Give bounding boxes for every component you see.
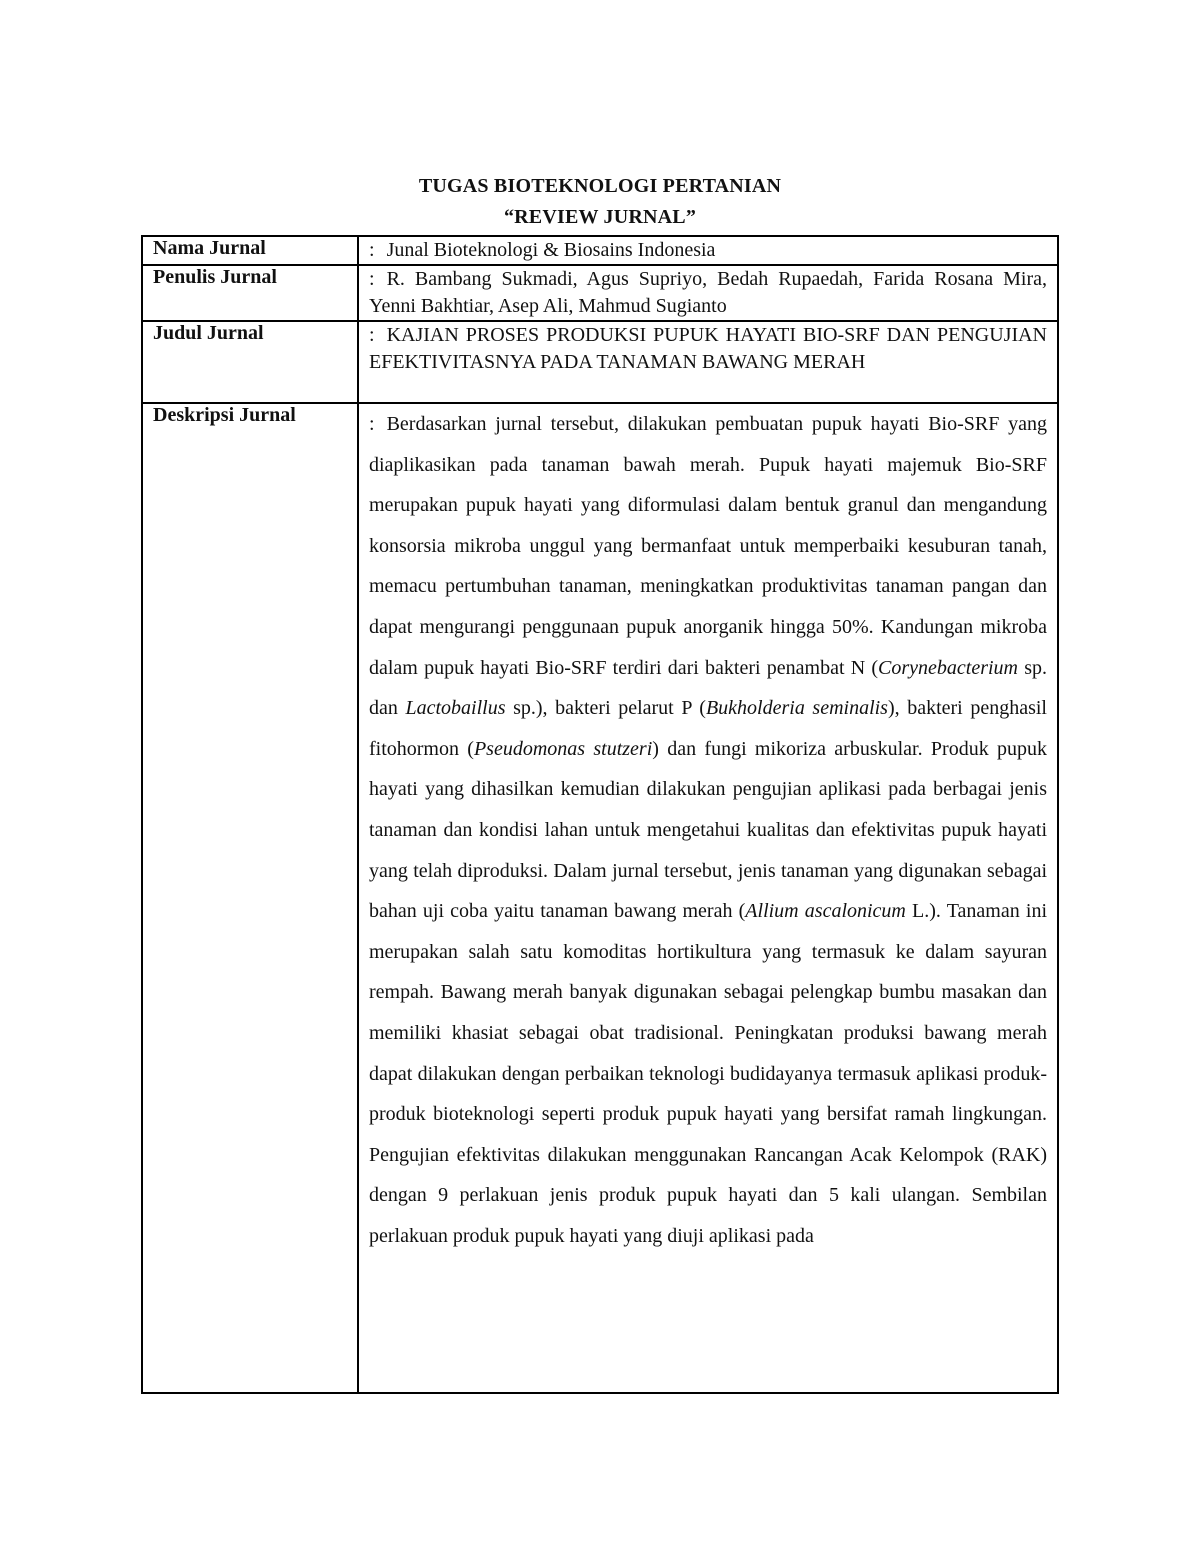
nama-jurnal-text: Junal Bioteknologi & Biosains Indonesia (386, 239, 716, 261)
document-title: TUGAS BIOTEKNOLOGI PERTANIAN (418, 175, 782, 197)
deskripsi-text-2: sp. dan (369, 656, 1047, 720)
deskripsi-text-6: L.). Tanaman ini merupakan salah satu komoditas hortikultura yang termasuk ke dalam sayuran rempah. Bawang merah banyak digunakan sebagai pelengkap bumbu masakan dan memiliki khasiat sebagai obat tradisional. Peningkatan produksi bawang merah dapat dilakukan dengan perbaikan teknologi budidayanya termasuk aplikasi produk-produk bioteknologi seperti produk pupuk hayati yang bersifat ramah lingkungan. Pengujian efektivitas dilakukan menggunakan Rancangan Acak Kelompok (RAK) dengan 9 perlakuan jenis produk pupuk hayati dan 5 kali ulangan. Sembilan perlakuan produk pupuk hayati yang diuji aplikasi pada (369, 900, 1048, 1247)
species-allium: Allium ascalonicum (745, 900, 906, 923)
label-deskripsi-jurnal: Deskripsi Jurnal (142, 403, 358, 1393)
review-table (141, 235, 1059, 1394)
species-lactobaillus: Lactobaillus (405, 697, 506, 720)
label-nama-jurnal: Nama Jurnal (142, 236, 358, 265)
colon: : (369, 239, 375, 261)
value-judul-jurnal (358, 321, 1058, 403)
species-bukholderia: Bukholderia seminalis (705, 697, 888, 720)
row-deskripsi-jurnal (142, 403, 1058, 1393)
deskripsi-text-4: ), bakteri penghasil fitohormon ( (369, 697, 1047, 760)
colon: : (369, 413, 375, 435)
value-penulis-jurnal (358, 265, 1058, 321)
label-judul-jurnal: Judul Jurnal (142, 321, 358, 403)
label-penulis-jurnal: Penulis Jurnal (142, 265, 358, 321)
row-penulis-jurnal (142, 265, 1058, 321)
value-nama-jurnal (358, 236, 1058, 265)
row-judul-jurnal (142, 321, 1058, 403)
row-nama-jurnal (142, 236, 1058, 265)
species-pseudomonas: Pseudomonas stutzeri (473, 737, 653, 760)
colon: : (369, 324, 375, 346)
deskripsi-text-1: Berdasarkan jurnal tersebut, dilakukan pembuatan pupuk hayati Bio-SRF yang diaplikasikan pada tanaman bawah merah. Pupuk hayati majemuk Bio-SRF merupakan pupuk hayati yang diformulasi dalam bentuk granul dan mengandung konsorsia mikroba unggul yang bermanfaat untuk memperbaiki kesuburan tanah, memacu pertumbuhan tanaman, meningkatkan produktivitas tanaman pangan dan dapat mengurangi penggunaan pupuk anorganik hingga 50%. Kandungan mikroba dalam pupuk hayati Bio-SRF terdiri dari bakteri penambat N ( (369, 413, 1047, 679)
value-deskripsi-jurnal (358, 403, 1058, 1393)
species-corynebacterium: Corynebacterium (878, 656, 1018, 679)
document-subtitle: “REVIEW JURNAL” (503, 206, 697, 228)
judul-jurnal-text: KAJIAN PROSES PRODUKSI PUPUK HAYATI BIO-SRF DAN PENGUJIAN EFEKTIVITASNYA PADA TANAMAN BAWANG MERAH (369, 324, 1047, 373)
colon: : (369, 268, 375, 290)
deskripsi-text-5: ) dan fungi mikoriza arbuskular. Produk pupuk hayati yang dihasilkan kemudian dilakukan pengujian aplikasi pada berbagai jenis tanaman dan kondisi lahan untuk mengetahui kualitas dan efektivitas pupuk hayati yang telah diproduksi. Dalam jurnal tersebut, jenis tanaman yang digunakan sebagai bahan uji coba yaitu tanaman bawang merah ( (369, 737, 1048, 923)
penulis-jurnal-text: R. Bambang Sukmadi, Agus Supriyo, Bedah Rupaedah, Farida Rosana Mira, Yenni Bakhtiar, Asep Ali, Mahmud Sugianto (369, 268, 1047, 317)
deskripsi-text-3: sp.), bakteri pelarut P ( (505, 697, 706, 720)
